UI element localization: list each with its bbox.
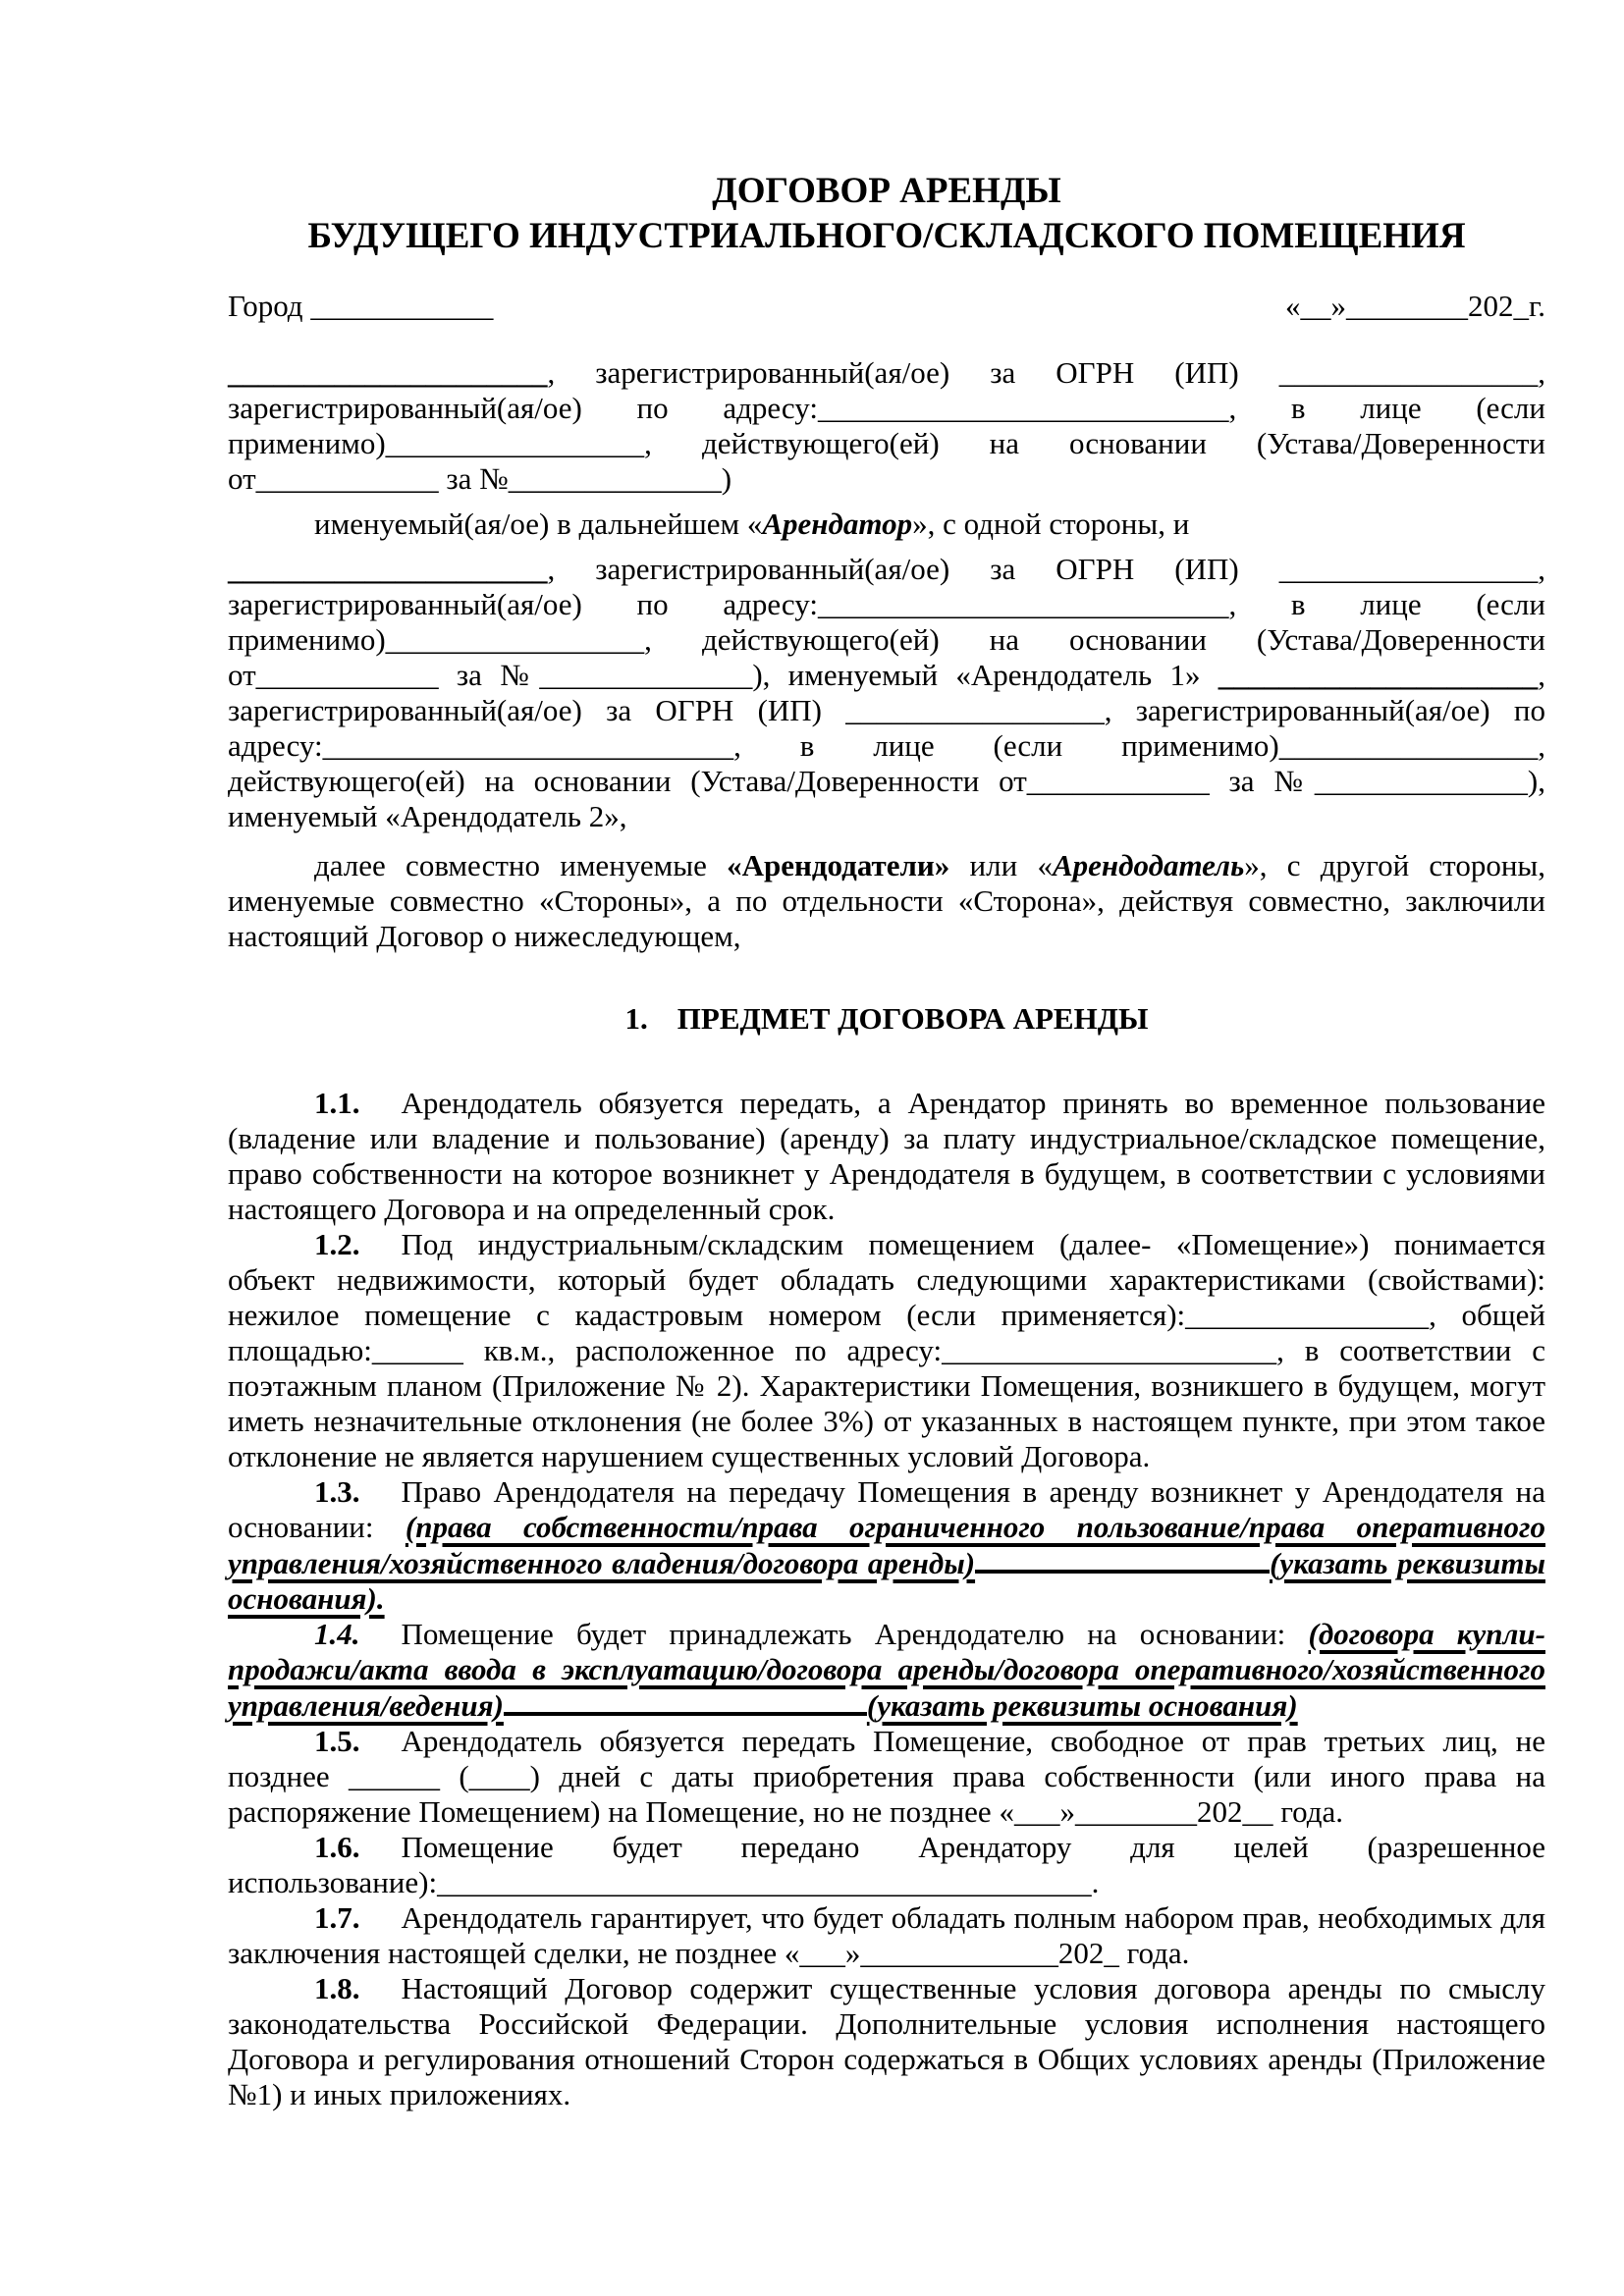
preamble-paragraph-landlords (228, 552, 1545, 834)
preamble-paragraph-tenant-name (228, 507, 1545, 542)
section-1-heading (228, 1001, 1545, 1037)
tab-gap (360, 1927, 402, 1928)
text-run: Арендодатель обязуется передать, а Арендатор принять во временное пользование (владение или владение и пользование) (аренду) за плату индустриальное/складское помещение, право собственности на которое возникнет у Арендодателя в будущем, в соответствии с условиями настоящего Договора и на определенный срок. (228, 1086, 1545, 1226)
preamble-paragraph-parties (228, 848, 1545, 954)
title-line-2: БУДУЩЕГО ИНДУСТРИАЛЬНОГО/СКЛАДСКОГО ПОМЕЩЕНИЯ (307, 216, 1466, 256)
text-run: 1.2. (314, 1227, 360, 1261)
text-run: Настоящий Договор содержит существенные условия договора аренды по смыслу законодательства Российской Федерации. Дополнительные условия исполнения настоящего Договора и регулирования отношений Сторон содержаться в Общих условиях аренды (Приложение №1) и иных приложениях. (228, 1970, 1545, 2111)
text-run: Под индустриальным/складским помещением (далее- «Помещение») понимается объект недвижимости, который будет обладать следующими характеристиками (свойствами): нежилое помещение с кадастровым номером (если применяется):________________, общей площадью:______ кв.м., расположенное по адресу:______________________, в соответствии с поэтажным планом (Приложение № 2). Характеристики Помещения, возникшего в будущем, могут иметь незначительные отклонения (не более 3%) от указанных в настоящем пункте, при этом такое отклонение не является нарушением существенных условий Договора. (228, 1227, 1545, 1473)
tab-gap (360, 1856, 402, 1857)
title-line-1: ДОГОВОР АРЕНДЫ (712, 171, 1061, 211)
text-run: », с одной стороны, и (912, 507, 1190, 541)
text-run: 1.6. (314, 1829, 360, 1864)
tab-gap (360, 1112, 402, 1113)
tab-gap (360, 1501, 402, 1502)
text-run: (указать реквизиты основания) (866, 1687, 1298, 1723)
text-run: », с другой стороны, именуемые совместно «Стороны», а по отдельности «Сторона», действуя совместно, заключили настоящий Договор о нижеследующем, (228, 848, 1545, 953)
text-run: 1.8. (314, 1970, 360, 2005)
text-run: именуемый(ая/ое) в дальнейшем « (314, 507, 763, 541)
preamble-paragraph-tenant (228, 355, 1545, 497)
text-run: 1.7. (314, 1899, 360, 1935)
text-run: 1. (624, 1001, 648, 1036)
text-run: Арендодатель гарантирует, что будет обладать полным набором прав, необходимых для заключения настоящей сделки, не позднее «___»_____________202_ года. (228, 1899, 1545, 1970)
text-run: «Арендодатели» (727, 848, 950, 882)
clause-1-6 (228, 1830, 1545, 1900)
city-date-line (228, 289, 1545, 324)
city-line: Город ____________ (228, 289, 494, 323)
tab-gap (360, 1254, 402, 1255)
text-run: ПРЕДМЕТ ДОГОВОРА АРЕНДЫ (677, 1001, 1149, 1036)
text-run: далее совместно именуемые (314, 848, 728, 882)
text-run: или « (949, 848, 1053, 882)
text-run: (договора купли-продажи/акта ввода в эксплуатацию/договора аренды/договора оперативного/хозяйственного управления/ведения) (228, 1616, 1545, 1723)
clause-1-7 (228, 1900, 1545, 1971)
text-run: , зарегистрированный(ая/ое) за ОГРН (ИП) _________________, зарегистрированный(ая/ое) по адресу:___________________________, в лице (если применимо)_________________, действующего(ей) на основании (Устава/Доверенности от____________ за №______________), именуемый «Арендодатель 2», (228, 658, 1545, 833)
clause-1-3 (228, 1474, 1545, 1617)
blank-line (975, 1545, 1270, 1574)
text-run: Право Арендодателя на передачу Помещения в аренду возникнет у Арендодателя на основании: (228, 1474, 1545, 1544)
blank-line (504, 1687, 867, 1716)
text-run: Помещение будет передано Арендатору для целей (разрешенное использование):___________________________________________. (228, 1829, 1545, 1899)
tab-gap (360, 1998, 402, 1999)
text-run: Арендодатель (1052, 848, 1245, 882)
text-run: Арендодатель обязуется передать Помещение, свободное от прав третьих лиц, не позднее ______ (____) дней с даты приобретения права собственности (или иного права на распоряжение Помещением) на Помещение, но не позднее «___»________202__ года. (228, 1723, 1545, 1829)
text-run: (права собственности/права ограниченного пользование/права оперативного управления/хозяйственного владения/договора аренды) (228, 1510, 1545, 1580)
date-line: «__»________202_г. (1285, 289, 1545, 323)
text-run: (указать реквизиты основания). (228, 1545, 1545, 1616)
tab-gap (360, 1643, 402, 1644)
text-run: 1.1. (314, 1086, 360, 1120)
text-run: Помещение будет принадлежать Арендодателю на основании: (401, 1616, 1309, 1651)
clause-1-1 (228, 1086, 1545, 1227)
clause-1-8 (228, 1971, 1545, 2112)
clause-1-4 (228, 1617, 1545, 1724)
text-run: , зарегистрированный(ая/ое) за ОГРН (ИП) _________________, зарегистрированный(ая/ое) по адресу:___________________________, в лице (если применимо)_________________, действующего(ей) на основании (Устава/Доверенности от____________ за №______________) (228, 355, 1545, 496)
clause-1-2 (228, 1227, 1545, 1474)
text-run: _____________________ (228, 552, 548, 586)
clause-1-5 (228, 1724, 1545, 1830)
text-run: Арендатор (762, 507, 913, 541)
text-run: , зарегистрированный(ая/ое) за ОГРН (ИП) _________________, зарегистрированный(ая/ое) по адресу:___________________________, в лице (если применимо)_________________, действующего(ей) на основании (Устава/Доверенности от____________ за №______________), именуемый «Арендодатель 1» (228, 552, 1545, 692)
text-run: 1.4. (314, 1616, 360, 1651)
tab-gap (648, 1028, 677, 1029)
tab-gap (360, 1750, 402, 1751)
text-run: 1.3. (314, 1474, 360, 1509)
document-body (228, 355, 1545, 2112)
text-run: _____________________ (1218, 658, 1539, 692)
document-title (228, 169, 1545, 259)
text-run: _____________________ (228, 355, 548, 390)
text-run: 1.5. (314, 1723, 360, 1758)
